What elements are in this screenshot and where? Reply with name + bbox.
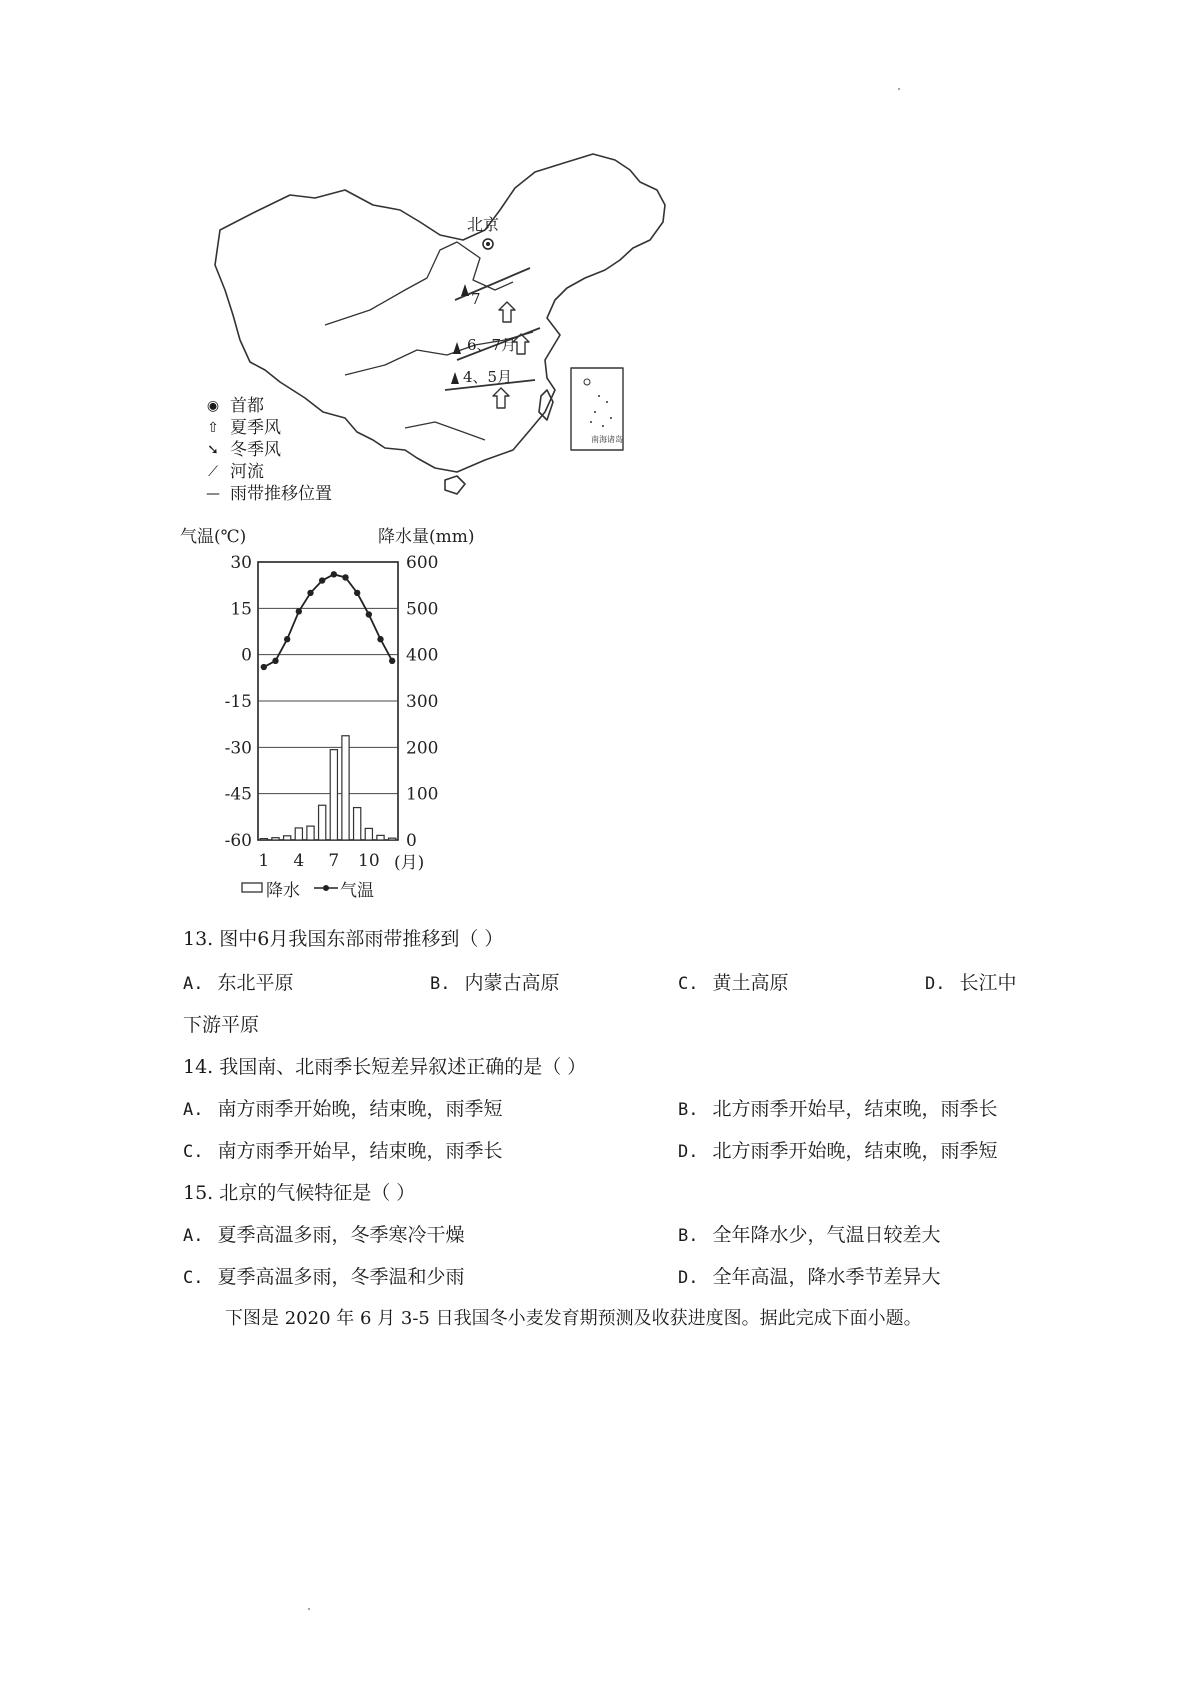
precip-legend-label: 降水 bbox=[266, 881, 300, 901]
temperature-point bbox=[354, 590, 360, 596]
precip-bar bbox=[260, 839, 267, 840]
month-tick-label: 7 bbox=[328, 851, 340, 871]
rain-belt-line-icon: — bbox=[206, 486, 220, 502]
section-intro: 下图是 2020 年 6 月 3-5 日我国冬小麦发育期预测及收获进度图。据此完成下面小题。 bbox=[225, 1308, 922, 1329]
temperature-point bbox=[331, 571, 337, 577]
temp-tick-label: -60 bbox=[224, 831, 252, 851]
precip-bar bbox=[342, 736, 349, 840]
legend-item-summer-monsoon: ⇧ 夏季风 bbox=[200, 417, 332, 439]
question-14-stem: 14. 我国南、北雨季长短差异叙述正确的是（ ） bbox=[183, 1056, 587, 1078]
precip-tick-label: 500 bbox=[406, 599, 439, 620]
left-axis-label: 气温(℃) bbox=[180, 527, 247, 547]
temperature-point bbox=[377, 636, 383, 642]
precip-bar bbox=[295, 828, 302, 840]
precip-tick-label: 200 bbox=[406, 738, 439, 759]
climate-chart-svg bbox=[180, 522, 520, 912]
precip-bar bbox=[354, 808, 361, 840]
q13-option-b[interactable]: B. 内蒙古高原 bbox=[430, 972, 560, 994]
precip-bar bbox=[377, 835, 384, 840]
map-legend bbox=[200, 395, 332, 505]
beijing-label: 北京 bbox=[467, 215, 500, 234]
temperature-point bbox=[307, 590, 313, 596]
precip-tick-label: 600 bbox=[406, 553, 439, 573]
climate-chart bbox=[180, 522, 520, 912]
month-tick-label: 10 bbox=[358, 851, 380, 871]
summer-monsoon-arrow bbox=[493, 388, 509, 408]
month-tick-label: 4 bbox=[293, 851, 305, 871]
legend-item-rain-belt: — 雨带推移位置 bbox=[200, 483, 332, 505]
q15-option-d[interactable]: D. 全年高温，降水季节差异大 bbox=[678, 1266, 941, 1288]
temperature-point bbox=[296, 608, 302, 614]
q14-option-c[interactable]: C. 南方雨季开始早，结束晚，雨季长 bbox=[183, 1140, 503, 1162]
summer-monsoon-arrow bbox=[499, 302, 515, 322]
q14-option-d[interactable]: D. 北方雨季开始晚，结束晚，雨季短 bbox=[678, 1140, 998, 1162]
precip-tick-label: 0 bbox=[406, 831, 417, 851]
precip-tick-label: 100 bbox=[406, 784, 439, 805]
winter-monsoon-arrow bbox=[451, 372, 459, 384]
right-axis-label: 降水量(mm) bbox=[378, 527, 475, 547]
precip-bar bbox=[330, 750, 337, 840]
temperature-point bbox=[272, 658, 278, 664]
band-label-7: 7 bbox=[471, 290, 481, 308]
precip-bar bbox=[319, 805, 326, 840]
q13-option-d-wrap: 下游平原 bbox=[183, 1014, 260, 1036]
legend-item-winter-monsoon: ➘ 冬季风 bbox=[200, 439, 332, 461]
scan-speck bbox=[308, 1608, 310, 1610]
temp-tick-label: 15 bbox=[230, 599, 252, 620]
temperature-point bbox=[389, 658, 395, 664]
q14-option-b[interactable]: B. 北方雨季开始早，结束晚，雨季长 bbox=[678, 1098, 998, 1120]
precip-legend-swatch bbox=[242, 883, 262, 892]
scan-speck bbox=[898, 88, 900, 90]
temp-tick-label: 0 bbox=[241, 645, 252, 666]
x-unit-label: (月) bbox=[394, 853, 425, 873]
temperature-point bbox=[366, 611, 372, 617]
q13-option-d[interactable]: D. 长江中 bbox=[925, 972, 1017, 994]
temperature-line bbox=[264, 574, 392, 667]
q13-option-a[interactable]: A. 东北平原 bbox=[183, 972, 294, 994]
temp-tick-label: 30 bbox=[230, 553, 252, 573]
temp-legend-label: 气温 bbox=[340, 881, 374, 901]
temperature-point bbox=[342, 574, 348, 580]
winter-monsoon-arrow bbox=[461, 284, 469, 296]
hainan-outline bbox=[445, 476, 465, 494]
q15-option-b[interactable]: B. 全年降水少，气温日较差大 bbox=[678, 1224, 941, 1246]
legend-item-river: ⟋ 河流 bbox=[200, 461, 332, 483]
temperature-point bbox=[261, 664, 267, 670]
temp-tick-label: -45 bbox=[224, 784, 252, 805]
question-13-stem: 13. 图中6月我国东部雨带推移到（ ） bbox=[183, 928, 504, 950]
temperature-point bbox=[319, 577, 325, 583]
temp-tick-label: -15 bbox=[224, 692, 252, 712]
q13-option-c[interactable]: C. 黄土高原 bbox=[678, 972, 789, 994]
capital-icon: ◉ bbox=[206, 398, 220, 414]
precip-bar bbox=[272, 838, 279, 840]
summer-monsoon-arrow-icon: ⇧ bbox=[207, 420, 219, 436]
precip-bar bbox=[284, 836, 291, 840]
question-15-stem: 15. 北京的气候特征是（ ） bbox=[183, 1182, 416, 1204]
pearl-river bbox=[405, 422, 485, 440]
band-label-4-5: 4、5月 bbox=[463, 368, 513, 386]
temperature-point bbox=[284, 636, 290, 642]
q14-option-a[interactable]: A. 南方雨季开始晚，结束晚，雨季短 bbox=[183, 1098, 503, 1120]
precip-bar bbox=[389, 838, 396, 840]
month-tick-label: 1 bbox=[258, 851, 270, 871]
winter-monsoon-arrow-icon: ➘ bbox=[207, 442, 219, 458]
yellow-river bbox=[325, 242, 513, 325]
precip-tick-label: 300 bbox=[406, 692, 439, 712]
precip-bar bbox=[307, 826, 314, 840]
band-label-6-7: 6、7月 bbox=[467, 336, 517, 354]
legend-item-capital: ◉ 首都 bbox=[200, 395, 332, 417]
precip-bar bbox=[365, 828, 372, 840]
precip-tick-label: 400 bbox=[406, 645, 439, 666]
inset-label: 南海诸岛 bbox=[591, 435, 623, 444]
q15-option-c[interactable]: C. 夏季高温多雨，冬季温和少雨 bbox=[183, 1266, 465, 1288]
temp-legend-dot bbox=[323, 885, 329, 891]
q15-option-a[interactable]: A. 夏季高温多雨，冬季寒冷干燥 bbox=[183, 1224, 465, 1246]
temp-tick-label: -30 bbox=[224, 738, 252, 759]
winter-monsoon-arrow bbox=[453, 342, 461, 354]
river-icon: ⟋ bbox=[208, 464, 218, 480]
